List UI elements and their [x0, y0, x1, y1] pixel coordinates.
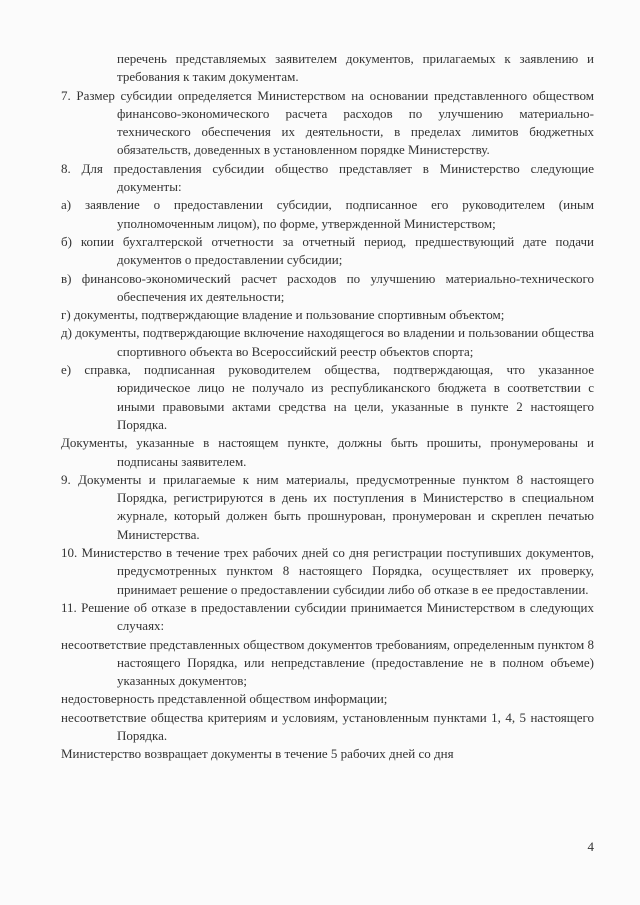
paragraph-17: Министерство возвращает документы в течение 5 рабочих дней со дня [61, 746, 454, 762]
page-number: 4 [587, 839, 594, 854]
paragraph-5: б) копии бухгалтерской отчетности за отчетный период, предшествующий дате подачи документов о предоставлении субсидии; [61, 233, 594, 268]
paragraph-13: 11. Решение об отказе в предоставлении субсидии принимается Министерством в следующих случаях: [61, 599, 594, 634]
paragraph-2: 7. Размер субсидии определяется Министерством на основании представленного обществом финансово-экономического расчета расходов по улучшению материально-технического обеспечения их деятельности, в пределах лимитов бюджетных обязательств, доведенных в установленном порядке Министерству. [61, 87, 594, 158]
paragraph-1: перечень представляемых заявителем документов, прилагаемых к заявлению и требования к таким документам. [117, 51, 594, 85]
paragraph-11: 9. Документы и прилагаемые к ним материалы, предусмотренные пунктом 8 настоящего Порядка, регистрируются в день их поступления в Министерство в специальном журнале, который должен быть прошнурован, пронумерован и скреплен печатью Министерства. [61, 471, 594, 542]
paragraph-16: несоответствие общества критериям и условиям, установленным пунктами 1, 4, 5 настоящего Порядка. [61, 709, 594, 743]
paragraph-14: несоответствие представленных обществом документов требованиям, определенным пунктом 8 настоящего Порядка, или непредставление (предоставление не в полном объеме) указанных документов; [61, 636, 594, 689]
paragraph-7: г) документы, подтверждающие владение и пользование спортивным объектом; [61, 307, 505, 323]
paragraph-10: Документы, указанные в настоящем пункте, должны быть прошиты, пронумерованы и подписаны заявителем. [61, 435, 594, 469]
paragraph-8: д) документы, подтверждающие включение находящегося во владении и пользовании общества спортивного объекта во Всероссийский реестр объектов спорта; [61, 325, 594, 359]
paragraph-4: а) заявление о предоставлении субсидии, подписанное его руководителем (иным уполномоченным лицом), по форме, утвержденной Министерством; [61, 197, 594, 231]
document-body [61, 50, 594, 764]
paragraph-3: 8. Для предоставления субсидии общество представляет в Министерство следующие документы: [61, 160, 594, 195]
paragraph-6: в) финансово-экономический расчет расходов по улучшению материально-технического обеспечения их деятельности; [61, 270, 594, 304]
paragraph-9: е) справка, подписанная руководителем общества, подтверждающая, что указанное юридическое лицо не получало из республиканского бюджета в соответствии с иными правовыми актами средства на цели, указанные в пункте 2 настоящего Порядка. [61, 362, 594, 432]
paragraph-12: 10. Министерство в течение трех рабочих дней со дня регистрации поступивших документов, предусмотренных пунктом 8 настоящего Порядка, осуществляет их проверку, принимает решение о предоставлении субсидии либо об отказе в ее предоставлении. [61, 545, 594, 597]
paragraph-15: недостоверность представленной обществом информации; [61, 691, 388, 707]
